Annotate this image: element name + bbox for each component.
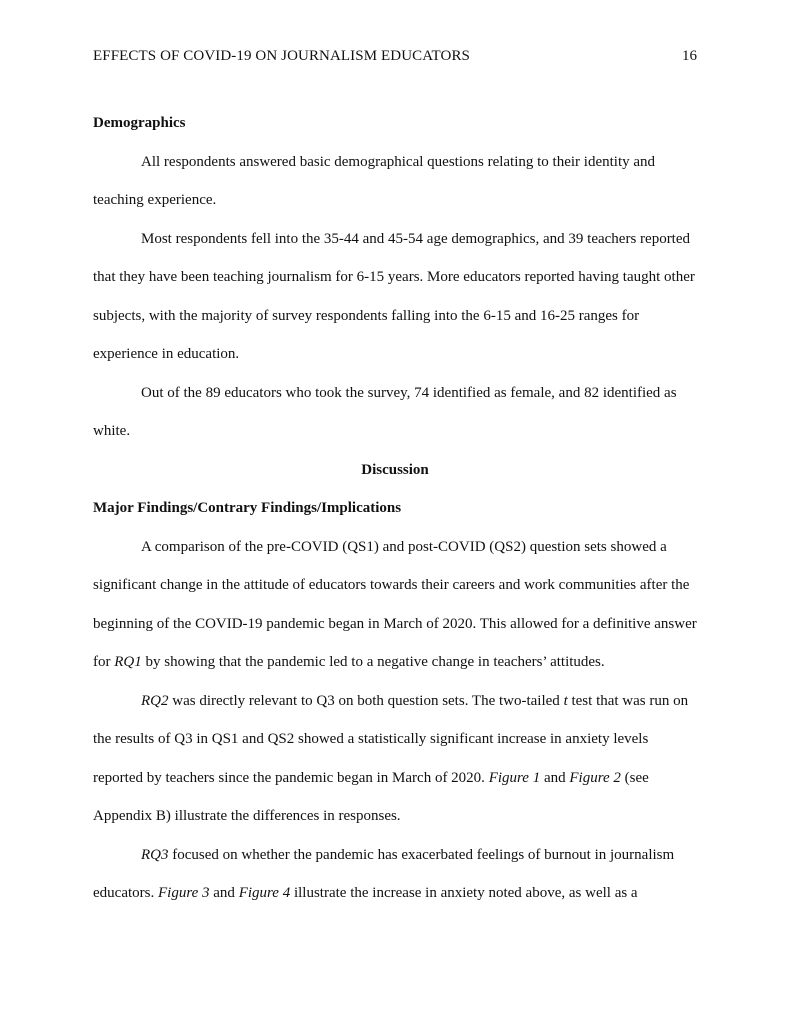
rq2-reference: RQ2	[141, 692, 169, 709]
findings-p2-text-c: and	[540, 769, 570, 786]
demographics-paragraph-3: Out of the 89 educators who took the survey, 74 identified as female, and 82 identified as white.	[93, 384, 677, 439]
findings-p3-text-b: and	[209, 885, 239, 901]
findings-p3-text-a: focused on whether the pandemic has exacerbated feelings of burnout in journalism educators.	[93, 846, 675, 901]
rq1-reference: RQ1	[114, 654, 142, 670]
page-number: 16	[682, 48, 697, 64]
running-head: EFFECTS OF COVID-19 ON JOURNALISM EDUCATORS	[93, 48, 470, 64]
findings-paragraph-2	[93, 682, 697, 836]
figure-1-reference: Figure 1	[488, 769, 541, 786]
findings-p3-text-c: illustrate the increase in anxiety noted above, as well as a	[290, 885, 638, 901]
findings-p2-text-b: test that was run on the results of Q3 in QS1 and QS2 showed a statistically significant increase in anxiety levels reported by teachers since the pandemic began in March of 2020.	[93, 692, 689, 786]
discussion-heading: Discussion	[361, 461, 429, 478]
body-text	[93, 104, 697, 913]
findings-p1-text-a: A comparison of the pre-COVID (QS1) and post-COVID (QS2) question sets showed a significant change in the attitude of educators towards their careers and work communities after the beginning of the COVID-19 pandemic began in March of 2020. This allowed for a definitive answer for	[93, 538, 697, 670]
rq3-reference: RQ3	[141, 846, 169, 863]
findings-paragraph-3	[93, 836, 697, 913]
findings-p2-text-a: was directly relevant to Q3 on both question sets. The two-tailed	[168, 692, 564, 709]
findings-heading: Major Findings/Contrary Findings/Implications	[93, 500, 402, 516]
figure-3-reference: Figure 3	[157, 885, 210, 901]
demographics-paragraph-2: Most respondents fell into the 35-44 and 45-54 age demographics, and 39 teachers reported that they have been teaching journalism for 6-15 years. More educators reported having taught other subjects, with the majority of survey respondents falling into the 6-15 and 16-25 ranges for experience in education.	[93, 230, 695, 362]
demographics-heading: Demographics	[93, 115, 186, 131]
findings-p1-text-b: by showing that the pandemic led to a negative change in teachers’ attitudes.	[141, 654, 605, 670]
t-test-symbol: t	[563, 692, 568, 709]
findings-paragraph-1	[93, 528, 697, 682]
figure-2-reference: Figure 2	[569, 769, 621, 786]
findings-p2-text-d: (see Appendix B) illustrate the differences in responses.	[93, 769, 649, 824]
figure-4-reference: Figure 4	[238, 885, 291, 901]
demographics-paragraph-1: All respondents answered basic demographical questions relating to their identity and teaching experience.	[93, 153, 656, 208]
